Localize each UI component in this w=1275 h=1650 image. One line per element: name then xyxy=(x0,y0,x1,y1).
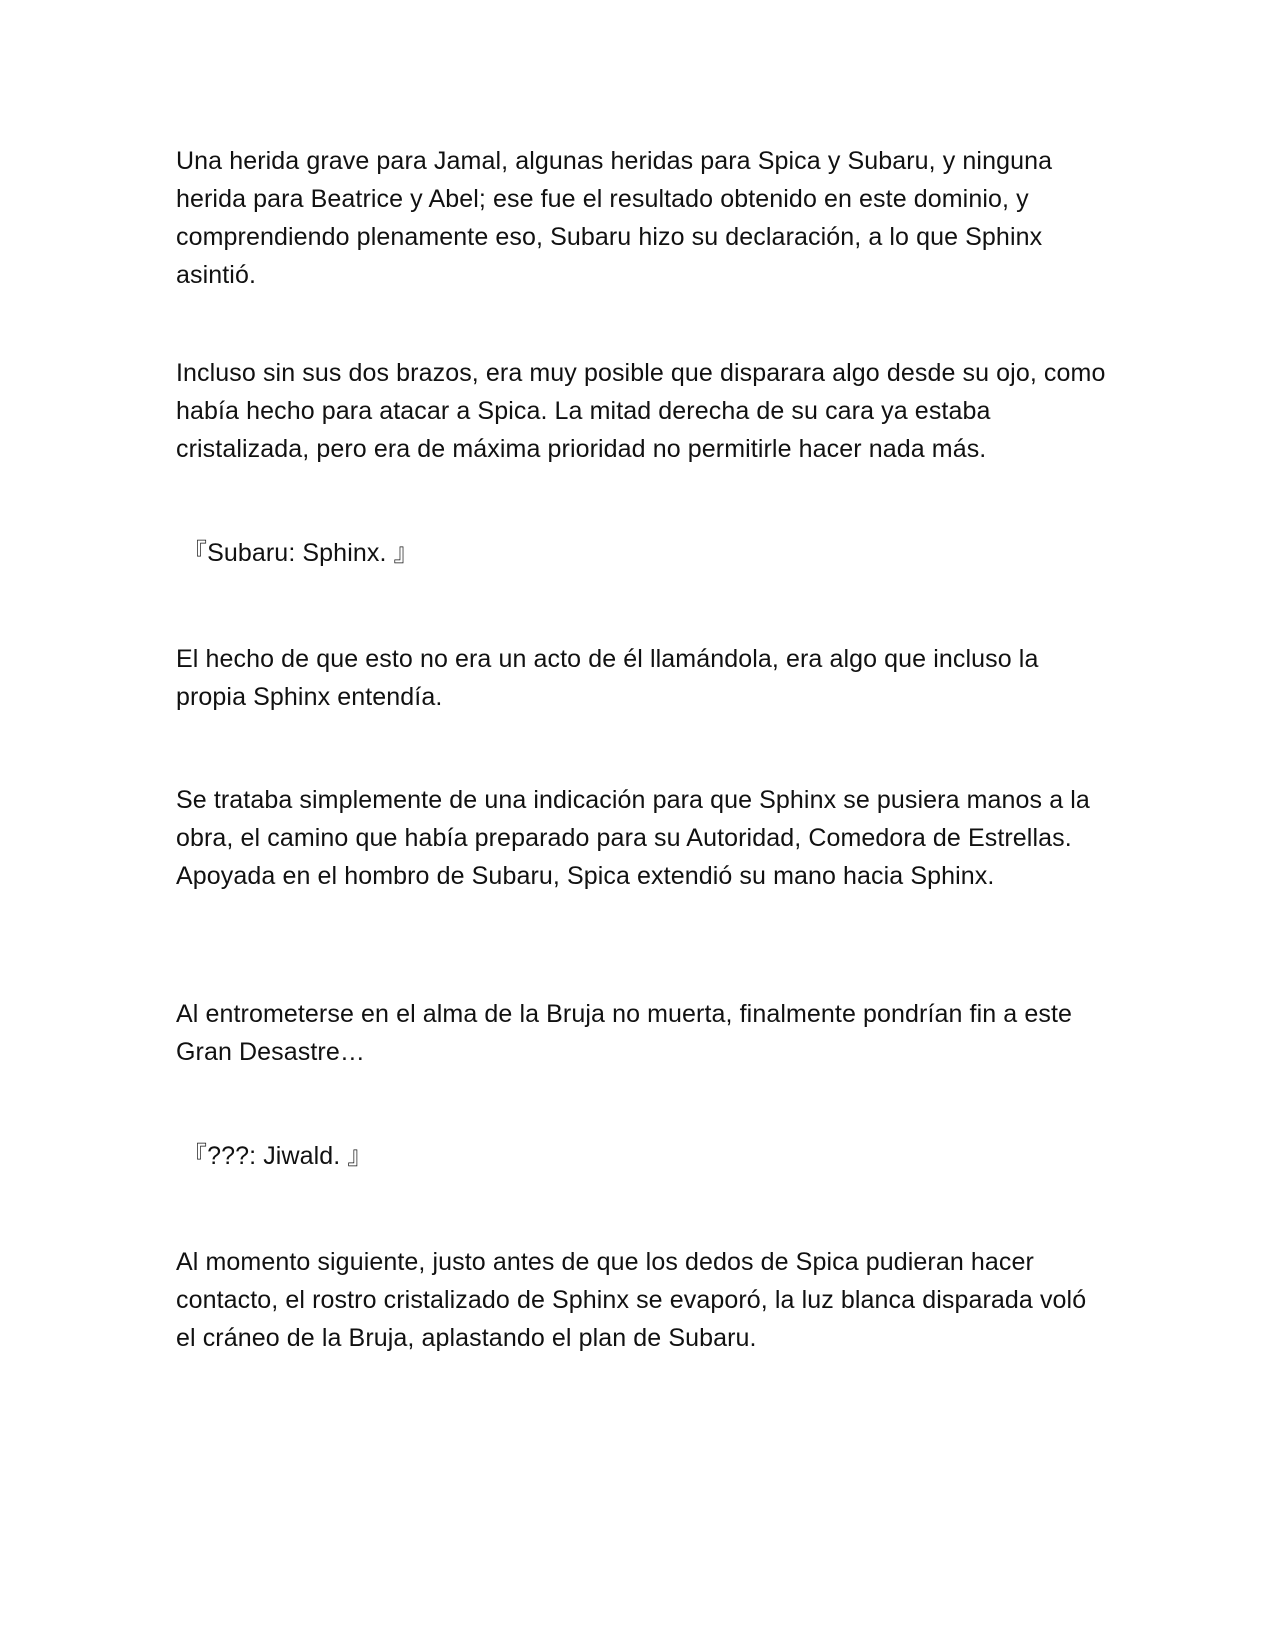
paragraph-5: Al entrometerse en el alma de la Bruja no muerta, finalmente pondrían fin a este Gran Desastre… xyxy=(176,1000,1072,1066)
paragraph-2: Incluso sin sus dos brazos, era muy posible que disparara algo desde su ojo, como había hecho para atacar a Spica. La mitad derecha de su cara ya estaba cristalizada, pero era de máxima prioridad no permitirle hacer nada más. xyxy=(176,359,1106,463)
paragraph-1: Una herida grave para Jamal, algunas heridas para Spica y Subaru, y ninguna herida para Beatrice y Abel; ese fue el resultado obtenido en este dominio, y comprendiendo plenamente eso, Subaru hizo su declaración, a lo que Sphinx asintió. xyxy=(176,147,1053,289)
paragraph-3: El hecho de que esto no era un acto de él llamándola, era algo que incluso la propia Sphinx entendía. xyxy=(176,645,1039,711)
dialogue-subaru: 『Subaru: Sphinx. 』 xyxy=(182,539,419,567)
dialogue-unknown: 『???: Jiwald. 』 xyxy=(182,1142,373,1170)
paragraph-6: Al momento siguiente, justo antes de que los dedos de Spica pudieran hacer contacto, el rostro cristalizado de Sphinx se evaporó, la luz blanca disparada voló el cráneo de la Bruja, aplastando el plan de Subaru. xyxy=(176,1248,1087,1352)
paragraph-4: Se trataba simplemente de una indicación para que Sphinx se pusiera manos a la obra, el camino que había preparado para su Autoridad, Comedora de Estrellas. Apoyada en el hombro de Subaru, Spica extendió su mano hacia Sphinx. xyxy=(176,786,1090,890)
